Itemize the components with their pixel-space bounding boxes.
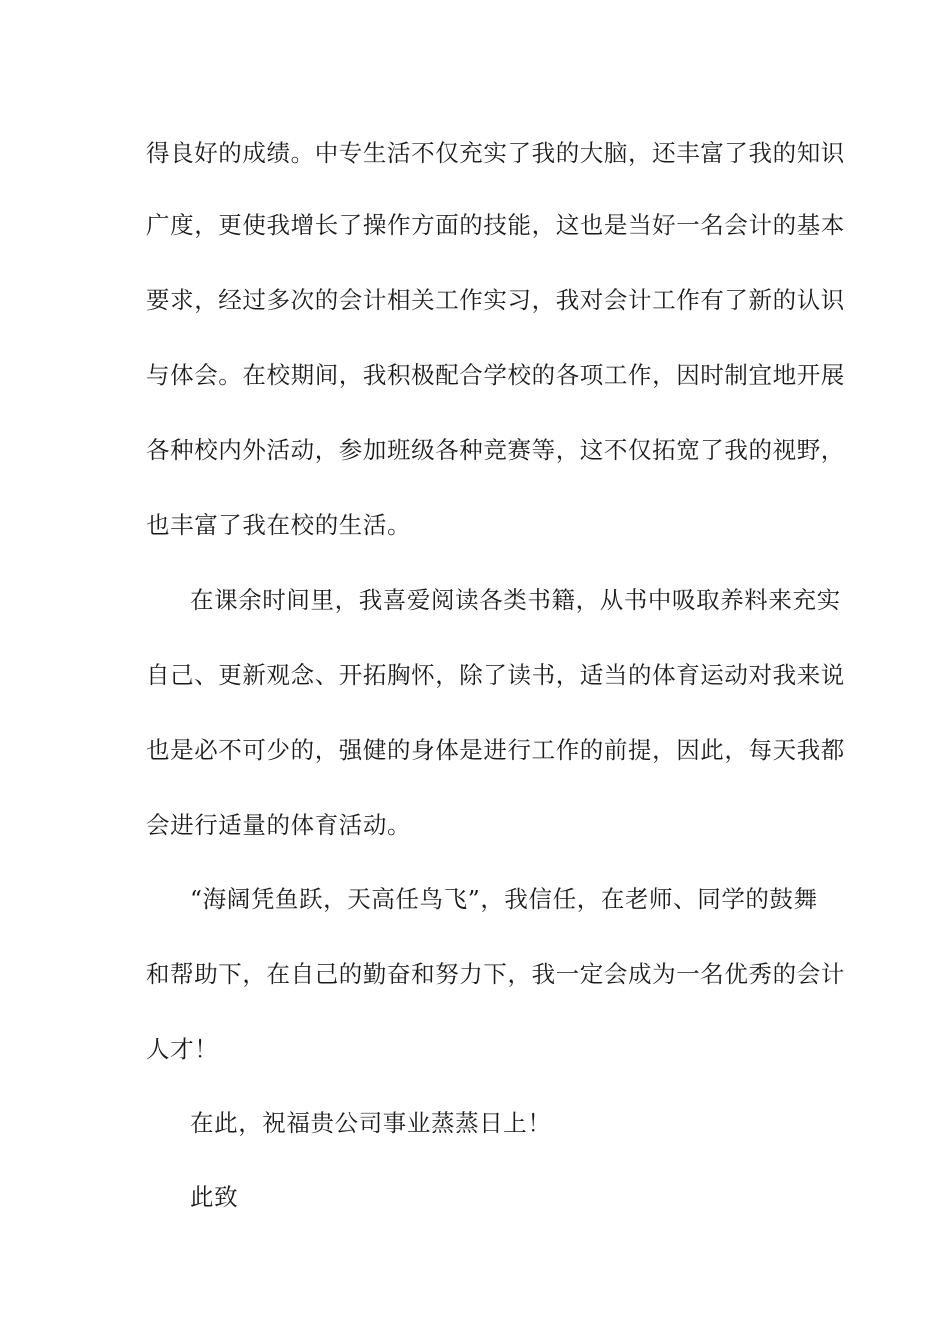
paragraph-line: 人才！ xyxy=(146,1035,219,1063)
closing-line: 此致 xyxy=(190,1183,239,1211)
paragraph-line: 与体会。在校期间，我积极配合学校的各项工作，因时制宜地开展 xyxy=(146,361,845,389)
paragraph-line: 在课余时间里，我喜爱阅读各类书籍，从书中吸取养料来充实 xyxy=(190,586,841,614)
paragraph-line: 广度，更使我增长了操作方面的技能，这也是当好一名会计的基本 xyxy=(146,211,845,239)
paragraph-line: 在此，祝福贵公司事业蒸蒸日上！ xyxy=(190,1109,552,1137)
paragraph-line: 自己、更新观念、开拓胸怀，除了读书，适当的体育运动对我来说 xyxy=(146,661,845,689)
paragraph-line: 要求，经过多次的会计相关工作实习，我对会计工作有了新的认识 xyxy=(146,286,845,314)
paragraph-line: 各种校内外活动，参加班级各种竞赛等，这不仅拓宽了我的视野， xyxy=(146,436,845,464)
paragraph-line: 得良好的成绩。中专生活不仅充实了我的大脑，还丰富了我的知识 xyxy=(146,139,845,167)
paragraph-line: 也丰富了我在校的生活。 xyxy=(146,511,412,539)
paragraph-line: 也是必不可少的，强健的身体是进行工作的前提，因此，每天我都 xyxy=(146,736,845,764)
paragraph-line: “海阔凭鱼跃，天高任鸟飞”，我信任，在老师、同学的鼓舞 xyxy=(190,885,818,913)
paragraph-line: 会进行适量的体育活动。 xyxy=(146,811,412,839)
paragraph-line: 和帮助下，在自己的勤奋和努力下，我一定会成为一名优秀的会计 xyxy=(146,960,845,988)
